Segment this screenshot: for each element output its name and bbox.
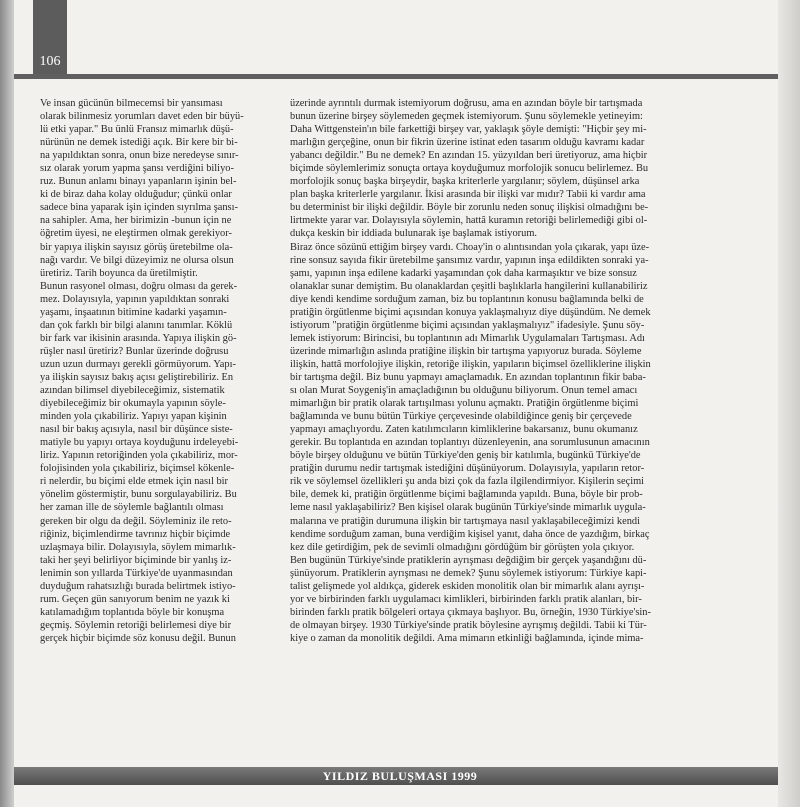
text-line: bir yapıya ilişkin sayısız görüş üretebilme ola- xyxy=(40,241,233,253)
left-text-column xyxy=(40,97,277,645)
text-line: liriz. Yapının retoriğinden yola çıkabiliriz, mor- xyxy=(40,450,238,462)
text-line: uzlaşmaya bilir. Dolayısıyla, söylem mimarlık- xyxy=(40,541,236,553)
text-line: rine sonsuz sayıda fikir üretebilme şansımız vardır, yapının inşa edildikten sonraki ya- xyxy=(290,254,649,266)
text-line: şamı, yapının inşa edilene kadarki yaşamından çok daha karmaşıktır ve bize sonsuz xyxy=(290,267,637,279)
text-line: ya ilişkin sayısız bakış açısı geliştirebiliriz. En xyxy=(40,371,234,383)
text-line: azından bilimsel diyebileceğimiz, sistematik xyxy=(40,385,225,397)
text-line: rüşler nasıl üretiriz? Bunlar üzerinde doğrusu xyxy=(40,345,229,357)
text-line: yapmayı amaçlıyordu. Zaten katılımcıların kimliklerine bakarsanız, bunu okumanız xyxy=(290,424,638,436)
text-line: yor ve birbirinden farklı uygulamacı kimlikleri, birbirinden farklı pratik alanları, bir- xyxy=(290,593,642,605)
text-line: böyle birşey olduğunu ve bütün Türkiye'den geniş bir katılımla, bugünkü Türkiye'de xyxy=(290,450,641,462)
text-line: ilişkin, hattâ morfolojiye ilişkin, retoriğe ilişkin, yapıların biçimsel özelliklerine ilişkin xyxy=(290,358,651,370)
page-number: 106 xyxy=(39,54,61,69)
text-line: bile, demek ki, pratiğin örgütlenme biçimi bağlamında yapıldı. Buna, böyle bir prob- xyxy=(290,489,643,501)
text-line: ri nelerdir, bu biçimi elde etmek için nasıl bir xyxy=(40,476,229,488)
text-line: Biraz önce sözünü ettiğim birşey vardı. Choay'in o alıntısından yola çıkarak, yapı üze- xyxy=(290,241,650,253)
text-line: lemek istiyorum: Birincisi, bu toplantının adı Mimarlık Uygulamaları Tartışması. Adı xyxy=(290,332,645,344)
text-line: pratiğin örgütlenme biçimi açısından konuya yaklaşmalıyız diye düşündüm. Ne demek xyxy=(290,306,651,318)
text-line: katılamadığım toplantıda böyle bir konuşma xyxy=(40,606,225,618)
text-line: kendime sorduğum zaman, buna verdiğim kişisel yanıt, daha önce de yazdığım, birkaç xyxy=(290,528,650,540)
text-line: na yapıldıktan sonra, onun bize neredeyse sınır- xyxy=(40,150,239,162)
text-line: na sahipler. Ama, her birimizin -bunun için ne xyxy=(40,215,232,227)
text-line: öğretim üyesi, ne eleştirmen olmak gerekiyor- xyxy=(40,228,232,240)
text-line: bir fark var ikisinin arasında. Yapıya ilişkin gö- xyxy=(40,332,237,344)
text-line: Ve insan gücünün bilmecemsi bir yansıması xyxy=(40,98,223,109)
text-line: plan başka kriterlerle yargılanır. İkisi arasında bir ilişki var mıdır? Tabii ki vardır ama xyxy=(290,189,646,201)
text-line: uzun uzun durmayı gerekli görmüyorum. Yapı- xyxy=(40,358,236,370)
text-line: mimarlığın bir pratik olarak tartışılması yolunu açmaktı. Pratiğin örgütlenme biçimi xyxy=(290,398,639,410)
text-line: lirtmekte yarar var. Dolayısıyla söylemin, hattâ kuramın retoriği belirlemediği gibi ol- xyxy=(290,215,648,227)
text-line: taki her şeyi belirliyor biçiminde bir yanlış iz- xyxy=(40,554,232,566)
text-line: marlığın gerçeğine, onun bir fikrin üzerine istinat eden tasarım olduğu kavramı kadar xyxy=(290,137,645,149)
text-line: kiye o zaman da monolitik değildi. Ama mimarın etkinliği bağlamında, içinde mima- xyxy=(290,632,644,644)
text-line: olanaklar sunar demiştim. Bu olanaklardan çeşitli başlıklarla hangilerini kullanabiliriz xyxy=(290,280,648,292)
text-line: bir tartışma değil. Biz bunu yapmayı amaçlamadık. En azından toplantının fikir baba- xyxy=(290,371,646,383)
text-line: lenimin son yıllarda Türkiye'de uyanmasından xyxy=(40,567,233,579)
text-line: kez dile getirdiğim, pek de sevimli olmadığını gördüğüm bir görüşten yola çıkıyor. xyxy=(290,541,635,553)
text-line: nasıl bir bakış açısıyla, nasıl bir düşünce siste- xyxy=(40,424,233,436)
text-line: lü etki yapar." Bu ünlü Fransız mimarlık düşü- xyxy=(40,124,234,136)
text-line: bu determinist bir ilişki değildir. Böyle bir zorunlu neden sonuç ilişkisi olmadığını be- xyxy=(290,202,649,214)
text-line: ki de biraz daha kolay olduğudur; çünkü onlar xyxy=(40,189,232,201)
text-line: malarına ve pratiğin durumuna ilişkin bir tartışmaya nasıl yaklaşabileceğimizi kendi xyxy=(290,515,641,527)
text-line: dan çok farklı bir bilgi alanını tanımlar. Köklü xyxy=(40,319,233,331)
text-line: leme nasıl yaklaşabiliriz? Ben kişisel olarak bugünün Türkiye'sinde mimarlık uygula- xyxy=(290,502,646,514)
text-line: üretiriz. Tarih boyunca da üretilmiştir. xyxy=(40,267,198,279)
text-line: sı olan Murat Soygeniş'in amaçladığının bu olduğunu biliyorum. Onun temel amacı xyxy=(290,385,638,397)
text-line: geçmiş. Söylemin retoriği belirlemesi diye bir xyxy=(40,619,232,631)
text-line: de olmayan birşey. 1930 Türkiye'sinde pratik böylesine ayrışmış değildi. Tabii ki Tür- xyxy=(290,619,647,631)
text-line: yaşamı, inşaatının bitimine kadarki yaşamın- xyxy=(40,306,227,318)
text-line: bağlamında ve bunu bütün Türkiye çerçevesinde olabildiğince geniş bir çerçevede xyxy=(290,411,632,423)
text-line: diye kendi kendime sorduğum zaman, biz bu toplantının konusu bağlamında belki de xyxy=(290,293,644,305)
text-line: rik ve söylemsel özellikleri şu anda bizi çok da fazla ilgilendirmiyor. Kişilerin seçimi xyxy=(290,476,645,488)
text-line: dukça keskin bir iddiada bulunarak işe başlamak istiyorum. xyxy=(290,228,538,240)
text-line: üzerinde ayrıntılı durmak istemiyorum doğrusu, ama en azından böyle bir tartışmada xyxy=(290,98,643,109)
text-line: Ben bugünün Türkiye'sinde pratiklerin ayrışması değdiğim bir gerçek yaşandığını dü- xyxy=(290,554,647,566)
text-line: üzerinde mimarlığın aslında pratiğine ilişkin bir tartışma yapıyoruz burada. Söyleme xyxy=(290,345,642,357)
text-line: rum. Geçen gün sanıyorum benim ne yazık ki xyxy=(40,593,230,605)
text-line: nağı vardır. Ve bilgi düzeyimiz ne olursa olsun xyxy=(40,254,234,266)
text-line: talist gelişmede yol aldıkça, giderek eskiden monolitik olan bir mimarlık alanı ayrışı- xyxy=(290,580,645,592)
text-line: riğiniz, biçimlendirme tavrınız hiçbir biçimde xyxy=(40,528,231,540)
text-line: her zaman ille de söylemle bağlantılı olması xyxy=(40,502,224,514)
text-line: yabancı değildir." Bu ne demek? En azından 15. yüzyıldan beri üretiyoruz, ama hiçbir xyxy=(290,150,648,162)
text-line: yönelim göstermiştir, bunu sorgulayabiliriz. Bu xyxy=(40,489,237,501)
text-line: diyebileceğimiz bir okumayla yapının söyle- xyxy=(40,398,226,410)
text-line: sız olarak yorum yapma şansı verdiğini biliyo- xyxy=(40,163,234,175)
text-line: ruz. Bunun anlamı binayı yapanların işinin bel- xyxy=(40,176,237,188)
right-text-column xyxy=(290,97,725,645)
page-outer-edge xyxy=(778,0,800,807)
text-line: olarak bilinmesiz yorumları davet eden bir büyü- xyxy=(40,111,244,123)
text-line: mez. Dolayısıyla, yapının yapıldıktan sonraki xyxy=(40,293,230,305)
text-line: morfolojik sonuç başka birşeydir, başka kriterlerle yargılanır; söylem, düşünsel arka xyxy=(290,176,640,188)
text-line: birinden farklı pratik bölgeleri ortaya çıkmaya başlıyor. Bu, örneğin, 1930 Türkiye'sin- xyxy=(290,606,651,618)
text-line: biçimde söylemlerimiz sonuçta ortaya koyduğumuz morfolojik sonucu belirlemez. Bu xyxy=(290,163,649,175)
footer-title: YILDIZ BULUŞMASI 1999 xyxy=(322,769,478,783)
text-line: sadece bina yaparak işin içinden sıyrılma şansı- xyxy=(40,202,238,214)
text-line: istiyorum "pratiğin örgütlenme biçimi açısından yaklaşmalıyız" ifadesiyle. Şunu söy- xyxy=(290,319,645,331)
text-line: gereken bir olgu da değil. Söyleminiz ile reto- xyxy=(40,515,232,527)
text-line: Bunun rasyonel olması, doğru olması da gerek- xyxy=(40,280,238,292)
text-line: Daha Wittgenstein'ın bile farkettiği birşey var, yaklaşık şöyle demişti: "Hiçbir şey mi- xyxy=(290,124,647,136)
text-line: gerçek hiçbir biçimde söz konusu değil. Bunun xyxy=(40,632,236,644)
header-rule xyxy=(14,74,778,79)
text-line: nürünün ne demek istediği açık. Bir kere bir bi- xyxy=(40,137,238,149)
text-line: matiyle bu yapıyı ortaya koyduğunu irdeleyebi- xyxy=(40,437,239,449)
text-line: pratiğin durumu nedir tartışmak istediğini düşünüyorum. Dolayısıyla, yapıların retor- xyxy=(290,463,645,475)
text-line: folojisinden yola çıkabiliriz, biçimsel kökenle- xyxy=(40,463,235,475)
text-line: gerekir. Bu toplantıda en azından toplantıyı düzenleyenin, ana sorumlusunun amacının xyxy=(290,437,650,449)
text-line: bunun üzerine birşey söylemeden geçmek istemiyorum. Şunu söylemekle yetineyim: xyxy=(290,111,643,123)
text-line: minden yola çıkabiliriz. Yapıyı yapan kişinin xyxy=(40,411,227,423)
text-line: duyduğum rahatsızlığı burada belirtmek istiyo- xyxy=(40,580,236,592)
text-line: şünüyorum. Pratiklerin ayrışması ne demek? Şunu söylemek istiyorum: Türkiye kapi- xyxy=(290,567,647,579)
page-binding-edge xyxy=(0,0,14,807)
